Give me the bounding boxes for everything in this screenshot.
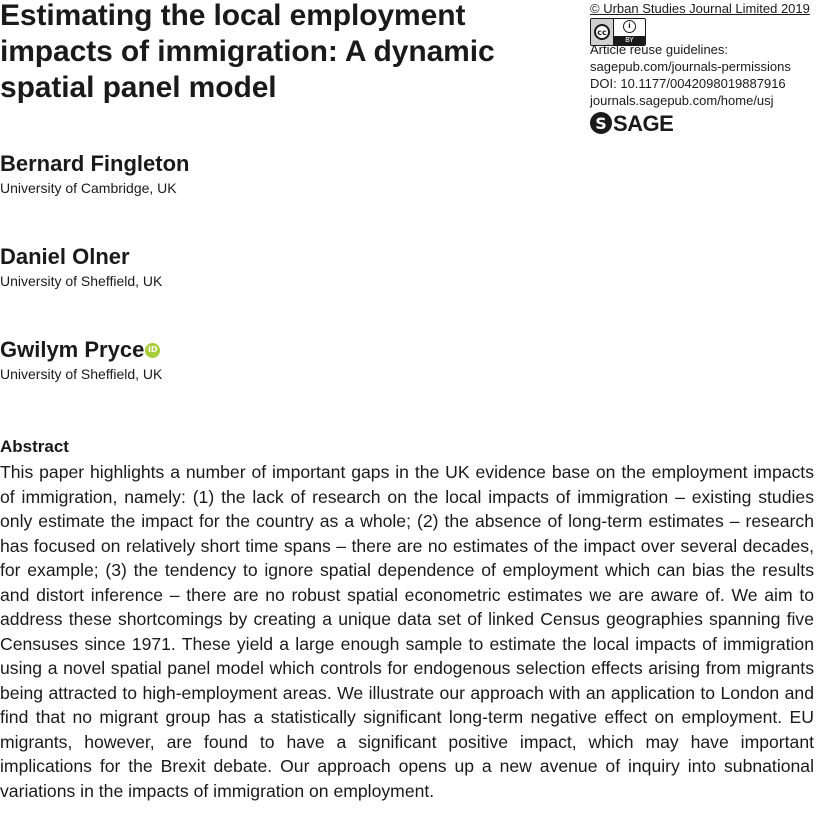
author-affiliation: University of Sheffield, UK — [0, 273, 163, 289]
author-name[interactable]: Daniel Olner — [0, 244, 130, 269]
attribution-icon: i — [623, 20, 636, 33]
copyright-link[interactable]: © Urban Studies Journal Limited 2019 — [590, 1, 810, 16]
journal-link[interactable]: journals.sagepub.com/home/usj — [590, 93, 774, 108]
publication-meta — [590, 0, 824, 136]
abstract-text: This paper highlights a number of important gaps in the UK evidence base on the employment impacts of immigration, namely: (1) the lack of research on the local impacts of immigration – existing studies only estimate the impact for the country as a whole; (2) the absence of long-term estimates – research has focused on relatively short time spans – there are no estimates of the impact over several decades, for example; (3) the tendency to ignore spatial dependence of employment which can bias the results and distort inference – there are no robust spatial econometric estimates we are aware of. We aim to address these shortcomings by creating a unique data set of linked Census geographies spanning five Censuses since 1971. These yield a large enough sample to estimate the local impacts of immigration using a novel spatial panel model which controls for endogenous selection effects arising from migrants being attracted to high-employment areas. We illustrate our approach with an application to London and find that no migrant group has a statistically significant long-term negative effect on employment. EU migrants, however, are found to have a significant positive impact, which may have important implications for the Brexit debate. Our approach opens up a new avenue of inquiry into subnational variations in the impacts of immigration on employment. — [0, 462, 814, 801]
permissions-link[interactable]: sagepub.com/journals-permissions — [590, 59, 791, 74]
sage-logo-text: SAGE — [613, 110, 674, 136]
reuse-guidelines-label: Article reuse guidelines: — [590, 42, 729, 57]
author-affiliation: University of Sheffield, UK — [0, 366, 163, 382]
doi-text[interactable]: DOI: 10.1177/0042098019887916 — [590, 76, 786, 91]
cc-by-label: BY — [614, 36, 645, 45]
author-block — [0, 150, 189, 198]
sage-logo[interactable] — [590, 110, 824, 136]
author-block — [0, 336, 162, 384]
author-affiliation: University of Cambridge, UK — [0, 180, 177, 196]
creative-commons-icon: cc — [594, 24, 610, 40]
author-block — [0, 243, 162, 291]
article-title: Estimating the local employment impacts of immigration: A dynamic spatial panel model — [0, 0, 495, 104]
sage-logo-icon: S — [590, 112, 612, 134]
abstract-heading: Abstract — [0, 437, 69, 456]
orcid-icon[interactable]: iD — [145, 343, 160, 358]
author-name-row — [0, 336, 162, 364]
author-name[interactable]: Bernard Fingleton — [0, 151, 190, 176]
author-name[interactable]: Gwilym Pryce — [0, 337, 145, 362]
